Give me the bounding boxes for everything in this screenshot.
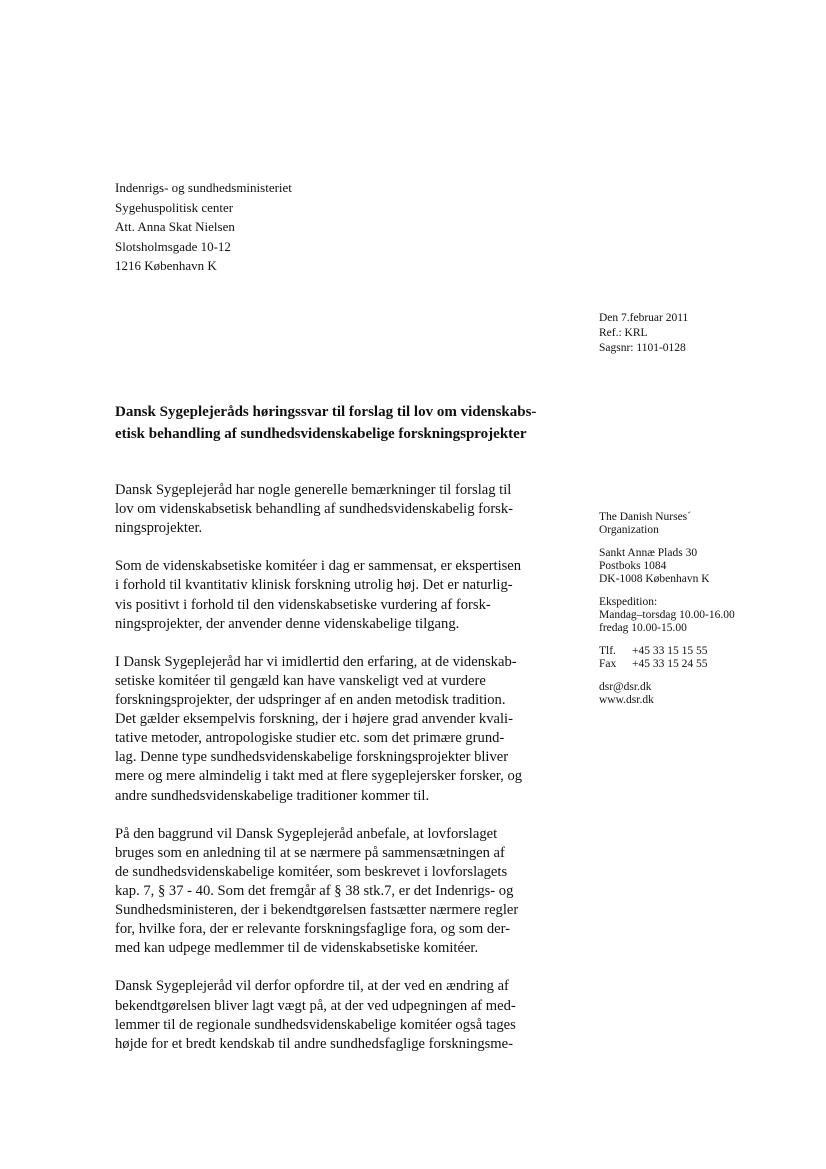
body-line: Som de videnskabsetiske komitéer i dag er sammensat, er ekspertisen (115, 558, 522, 575)
body-line: Dansk Sygeplejeråd vil derfor opfordre til, at der ved en ændring af (115, 978, 509, 995)
body-line: lemmer til de regionale sundhedsvidenskabelige komitéer også tages (115, 1016, 516, 1033)
body-line: mere og mere almindelig i takt med at flere sygeplejersker forsker, og (115, 768, 523, 785)
recipient-line: Att. Anna Skat Nielsen (115, 219, 235, 234)
fax-label: Fax (599, 658, 617, 670)
recipient-line: Slotsholmsgade 10-12 (115, 238, 231, 254)
body-line: På den baggrund vil Dansk Sygeplejeråd anbefale, at lovforslaget (115, 825, 498, 842)
body-line: kap. 7, § 37 - 40. Som det fremgår af § 38 stk.7, er det Indenrigs- og (115, 882, 514, 899)
address-line: Postboks 1084 (599, 560, 667, 572)
letter-reference: Ref.: KRL (599, 327, 648, 339)
body-line: de sundhedsvidenskabelige komitéer, som beskrevet i lovforslagets (115, 863, 508, 880)
body-paragraph (115, 977, 565, 1053)
opening-hours (599, 596, 735, 635)
recipient-line: 1216 København K (115, 258, 217, 273)
body-line: lov om videnskabsetisk behandling af sundhedsvidenskabelig forsk- (115, 501, 514, 518)
body-line: andre sundhedsvidenskabelige traditioner kommer til. (115, 787, 430, 804)
organization-info (599, 511, 735, 717)
opening-hours-friday: fredag 10.00-15.00 (599, 622, 687, 634)
body-line: med kan udpege medlemmer til de videnskabsetiske komitéer. (115, 940, 479, 957)
fax-number: +45 33 15 24 55 (632, 658, 708, 670)
body-line: Det gælder eksempelvis forskning, der i højere grad anvender kvali- (115, 711, 513, 728)
organization-name (599, 511, 735, 537)
body-line: ningsprojekter, der anvender denne videnskabelige tilgang. (115, 615, 460, 632)
body-paragraph (115, 481, 565, 538)
opening-hours-label: Ekspedition: (599, 596, 658, 608)
body-line: bekendtgørelsen bliver lagt vægt på, at der ved udpegningen af med- (115, 997, 516, 1014)
letter-date: Den 7.februar 2011 (599, 312, 689, 324)
recipient-line: Sygehuspolitisk center (115, 199, 234, 215)
subject-line: Dansk Sygeplejeråds høringssvar til forslag til lov om videnskabs- (115, 404, 537, 420)
organization-name-line: The Danish Nurses´ (599, 511, 691, 523)
recipient-line: Indenrigs- og sundhedsministeriet (115, 180, 292, 195)
phone-number: +45 33 15 15 55 (632, 645, 708, 657)
fax-row (599, 658, 735, 671)
address-line: DK-1008 København K (599, 573, 710, 585)
online-contact (599, 681, 735, 707)
body-line: tative metoder, antropologiske studier etc. som det primære grund- (115, 730, 505, 747)
case-number: Sagsnr: 1101-0128 (599, 342, 686, 354)
address-line: Sankt Annæ Plads 30 (599, 547, 698, 559)
email-address: dsr@dsr.dk (599, 681, 652, 693)
contact-numbers (599, 645, 735, 671)
subject-line: etisk behandling af sundhedsvidenskabelige forskningsprojekter (115, 425, 527, 442)
body-paragraph (115, 653, 565, 806)
recipient-address (115, 178, 292, 276)
body-line: I Dansk Sygeplejeråd har vi imidlertid den erfaring, at de videnskab- (115, 653, 517, 670)
website-address: www.dsr.dk (599, 694, 654, 706)
opening-hours-weekdays: Mandag–torsdag 10.00-16.00 (599, 609, 735, 621)
organization-name-line: Organization (599, 524, 659, 536)
body-line: bruges som en anledning til at se nærmere på sammensætningen af (115, 844, 505, 861)
body-paragraph (115, 825, 565, 959)
body-line: ningsprojekter. (115, 520, 203, 537)
body-line: forskningsprojekter, der udspringer af en anden metodisk tradition. (115, 692, 506, 709)
body-line: setiske komitéer til gengæld kan have vanskeligt ved at vurdere (115, 672, 486, 689)
body-line: lag. Denne type sundhedsvidenskabelige forskningsprojekter bliver (115, 749, 509, 766)
body-line: Sundhedsministeren, der i bekendtgørelsen fastsætter nærmere regler (115, 902, 519, 919)
body-paragraph (115, 557, 565, 633)
body-line: vis positivt i forhold til den videnskabsetiske vurdering af forsk- (115, 596, 491, 613)
body-line: Dansk Sygeplejeråd har nogle generelle bemærkninger til forslag til (115, 482, 512, 498)
body-line: for, hvilke fora, der er relevante forskningsfaglige fora, og som der- (115, 921, 511, 938)
organization-address (599, 547, 735, 586)
letter-body (115, 481, 565, 1073)
phone-label: Tlf. (599, 645, 616, 657)
body-line: højde for et bredt kendskab til andre sundhedsfaglige forskningsme- (115, 1035, 513, 1052)
body-line: i forhold til kvantitativ klinisk forskning utrolig høj. Det er naturlig- (115, 577, 513, 594)
letter-meta (599, 311, 688, 356)
letter-subject (115, 402, 575, 445)
phone-row (599, 645, 735, 658)
